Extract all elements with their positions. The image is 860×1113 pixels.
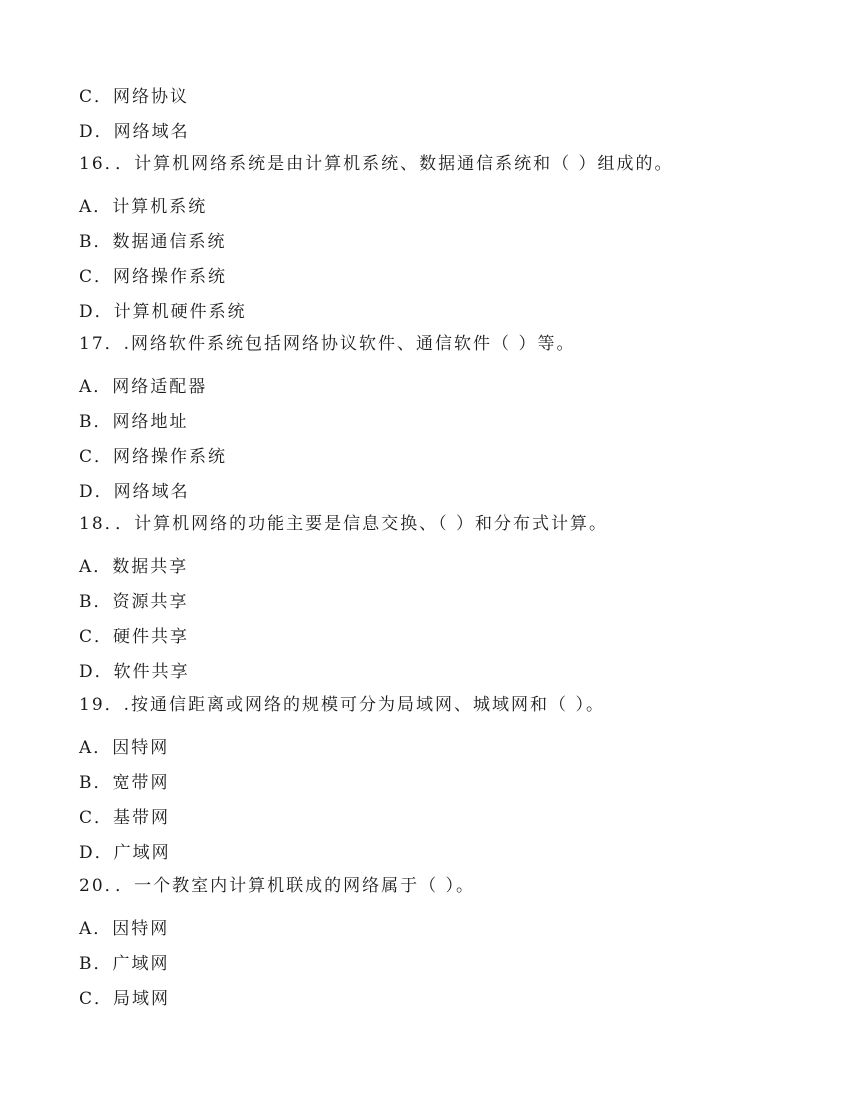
option-b: B．数据通信系统 [79,232,227,252]
option-d: D．广域网 [79,843,171,863]
option-d: D．软件共享 [79,662,190,682]
question-16: 16．．计算机网络系统是由计算机系统、数据通信系统和（ ）组成的。 [79,154,674,174]
option-b: B．资源共享 [79,592,189,612]
option-c: C．网络操作系统 [79,447,228,467]
option-a: A．网络适配器 [79,377,208,397]
option-b: B．网络地址 [79,412,189,432]
question-17: 17．.网络软件系统包括网络协议软件、通信软件（ ）等。 [79,334,576,354]
question-19: 19．.按通信距离或网络的规模可分为局域网、城域网和（ ）。 [79,695,605,715]
option-c: C．硬件共享 [79,627,190,647]
option-d: D．计算机硬件系统 [79,302,247,322]
option-a: A．因特网 [79,738,170,758]
option-d: D．网络域名 [79,482,190,502]
question-18: 18．．计算机网络的功能主要是信息交换、（ ）和分布式计算。 [79,514,609,534]
option-c: C．局域网 [79,989,171,1009]
option-c: C．网络协议 [79,87,190,107]
option-d: D．网络域名 [79,122,190,142]
option-b: B．广域网 [79,954,170,974]
option-c: C．基带网 [79,808,171,828]
option-a: A．因特网 [79,919,170,939]
option-a: A．数据共享 [79,557,189,577]
question-20: 20．．一个教室内计算机联成的网络属于（ ）。 [79,876,476,896]
option-c: C．网络操作系统 [79,267,228,287]
option-a: A．计算机系统 [79,197,208,217]
option-b: B．宽带网 [79,773,170,793]
